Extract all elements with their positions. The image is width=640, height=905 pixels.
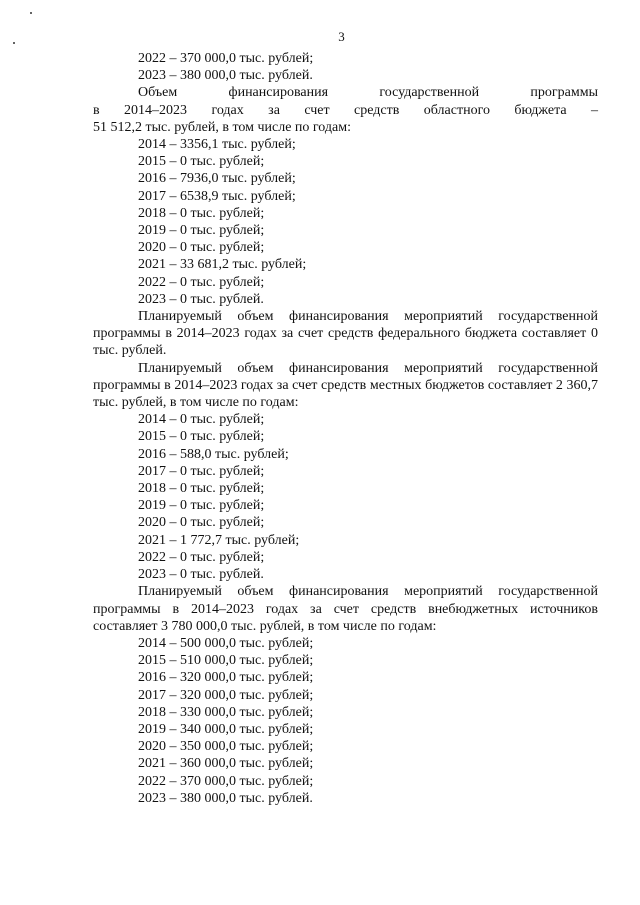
funding-year-line: 2022 – 370 000,0 тыс. рублей;: [138, 51, 314, 66]
funding-year-line: 2020 – 0 тыс. рублей;: [138, 240, 265, 256]
funding-year-line: 2016 – 320 000,0 тыс. рублей;: [138, 670, 314, 686]
word: бюджета: [514, 102, 567, 118]
funding-year-line: 2022 – 0 тыс. рублей;: [138, 549, 265, 565]
word: финансирования: [228, 85, 329, 101]
word: государственной: [379, 85, 480, 101]
word: за: [268, 102, 280, 118]
funding-year-line: 2022 – 370 000,0 тыс. рублей;: [138, 773, 314, 789]
funding-year-line: 2018 – 0 тыс. рублей;: [138, 481, 265, 497]
word: средств: [354, 102, 400, 118]
funding-year-line: 2017 – 0 тыс. рублей;: [138, 463, 265, 479]
funding-year-line: 2015 – 510 000,0 тыс. рублей;: [138, 653, 314, 669]
funding-year-line: 2014 – 3356,1 тыс. рублей;: [138, 137, 296, 153]
funding-year-line: 2021 – 33 681,2 тыс. рублей;: [138, 257, 307, 273]
funding-year-line: 2015 – 0 тыс. рублей;: [138, 429, 265, 445]
funding-year-line: 2016 – 7936,0 тыс. рублей;: [138, 171, 296, 187]
funding-year-line: 2020 – 350 000,0 тыс. рублей;: [138, 739, 314, 755]
funding-year-line: 2018 – 330 000,0 тыс. рублей;: [138, 704, 314, 720]
word: 2014–2023: [124, 102, 188, 118]
justified-line: [93, 84, 598, 101]
funding-year-line: 2017 – 6538,9 тыс. рублей;: [138, 188, 296, 204]
funding-year-line: 2023 – 380 000,0 тыс. рублей.: [138, 790, 313, 806]
justified-line: [93, 102, 598, 119]
funding-year-line: 2019 – 0 тыс. рублей;: [138, 498, 265, 514]
paragraph: Планируемый объем финансирования мероприятий государственной программы в 2014–2023 годах за счет средств федерального бюджета составляет 0 тыс. рублей.: [93, 309, 598, 359]
scan-speck: [30, 12, 32, 14]
paragraph: Планируемый объем финансирования мероприятий государственной программы в 2014–2023 годах за счет средств внебюджетных источников составляет 3 780 000,0 тыс. рублей, в том числе по годам:: [93, 584, 598, 634]
word: программы: [530, 85, 598, 101]
word: Объем: [138, 85, 178, 101]
word: –: [590, 102, 598, 118]
funding-year-line: 2014 – 0 тыс. рублей;: [138, 412, 265, 428]
funding-year-line: 2019 – 0 тыс. рублей;: [138, 223, 265, 239]
document-body: [93, 50, 598, 807]
word: счет: [304, 102, 330, 118]
funding-year-line: 2017 – 320 000,0 тыс. рублей;: [138, 687, 314, 703]
funding-year-line: 2020 – 0 тыс. рублей;: [138, 515, 265, 531]
funding-year-line: 2015 – 0 тыс. рублей;: [138, 154, 265, 170]
funding-year-line: 2023 – 0 тыс. рублей.: [138, 291, 264, 307]
funding-year-line: 2021 – 360 000,0 тыс. рублей;: [138, 756, 314, 772]
funding-year-line: 2018 – 0 тыс. рублей;: [138, 205, 265, 221]
funding-year-line: 2023 – 0 тыс. рублей.: [138, 567, 264, 583]
funding-year-line: 2021 – 1 772,7 тыс. рублей;: [138, 532, 300, 548]
text-line: 51 512,2 тыс. рублей, в том числе по годам:: [93, 119, 351, 135]
funding-year-line: 2022 – 0 тыс. рублей;: [138, 274, 265, 290]
funding-year-line: 2016 – 588,0 тыс. рублей;: [138, 446, 289, 462]
funding-year-line: 2023 – 380 000,0 тыс. рублей.: [138, 68, 313, 84]
page-number: 3: [338, 29, 345, 44]
paragraph: Планируемый объем финансирования мероприятий государственной программы в 2014–2023 годах за счет средств местных бюджетов составляет 2 360,7 тыс. рублей, в том числе по годам:: [93, 360, 598, 411]
funding-year-line: 2019 – 340 000,0 тыс. рублей;: [138, 721, 314, 737]
scan-speck: [13, 42, 15, 44]
word: областного: [423, 102, 490, 118]
word: в: [93, 102, 100, 118]
word: годах: [211, 102, 244, 118]
funding-year-line: 2014 – 500 000,0 тыс. рублей;: [138, 635, 314, 651]
